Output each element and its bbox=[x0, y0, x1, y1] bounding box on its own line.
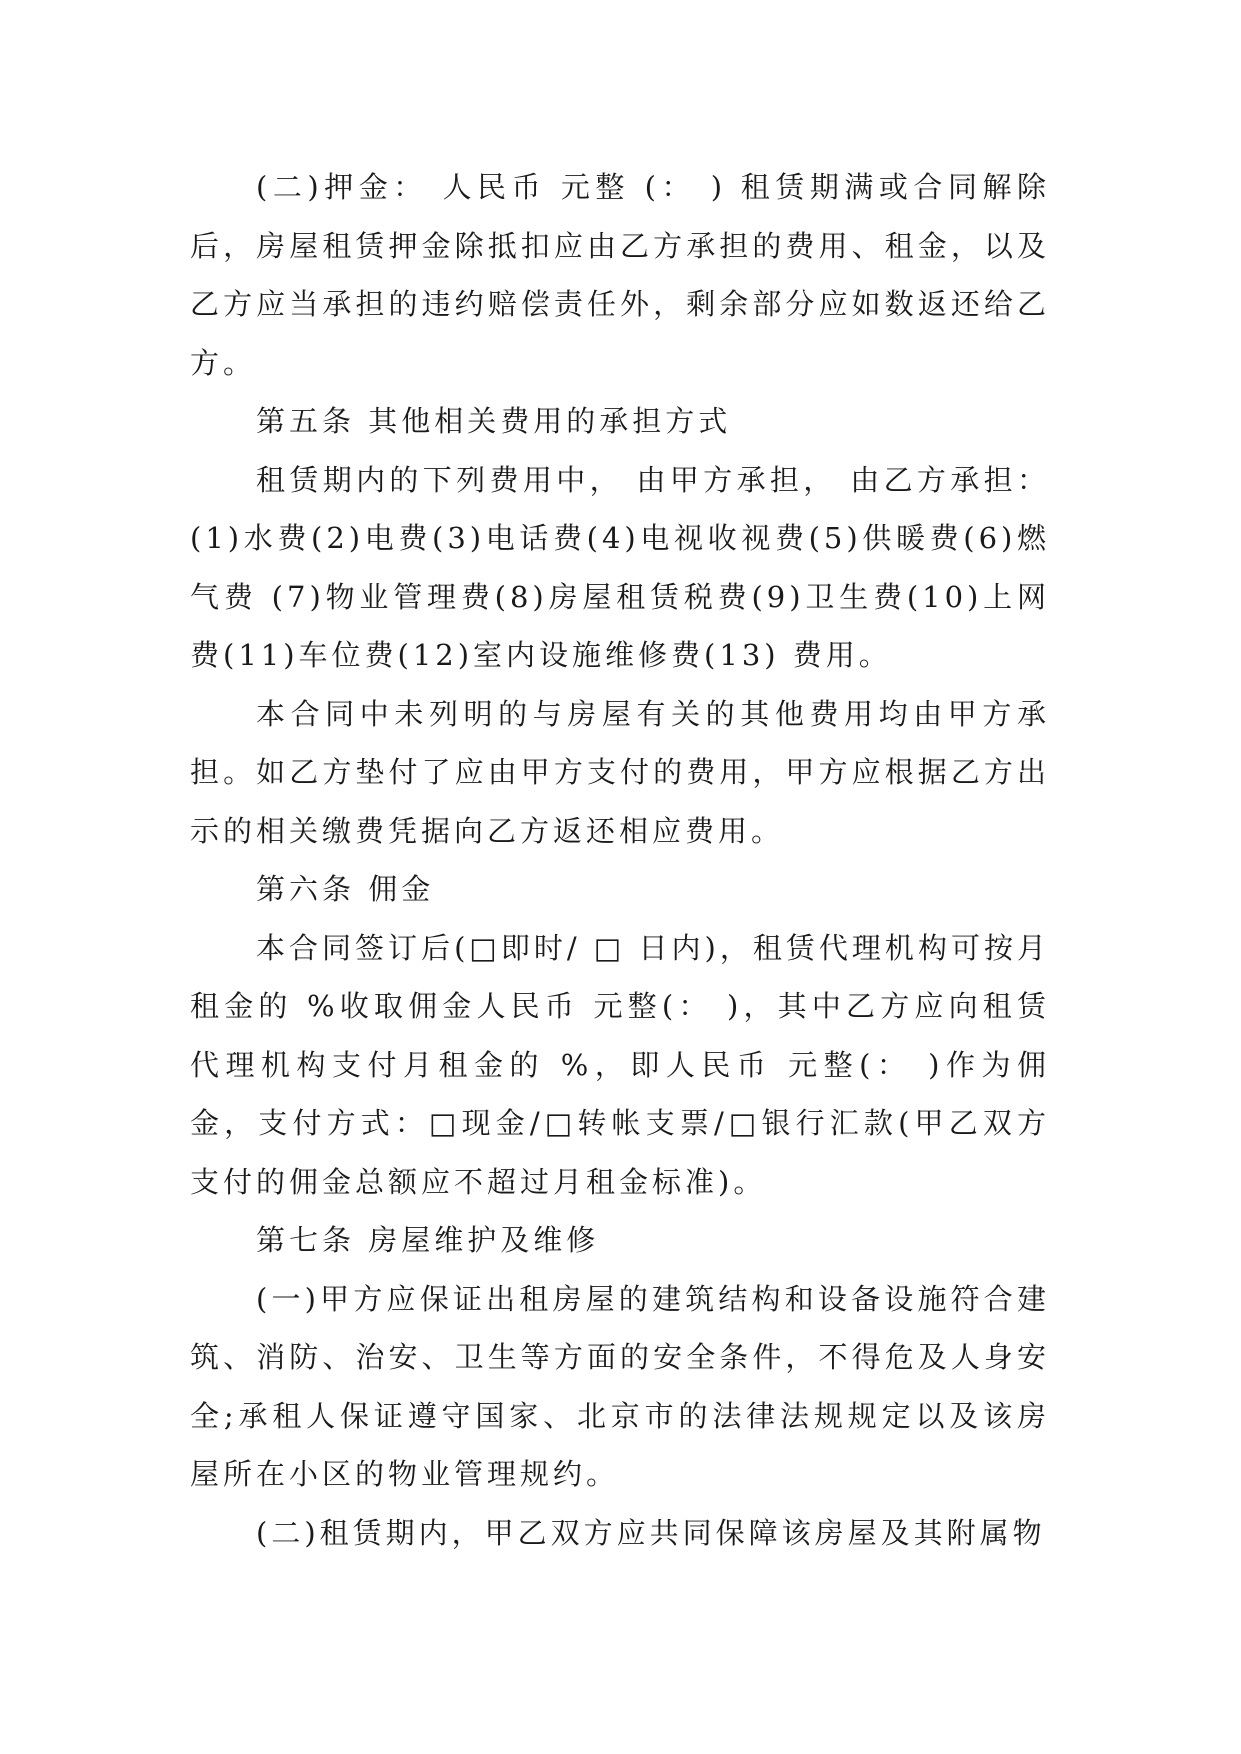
paragraph-other-fees: 本合同中未列明的与房屋有关的其他费用均由甲方承担。如乙方垫付了应由甲方支付的费用，甲方应根据乙方出示的相关缴费凭据向乙方返还相应费用。 bbox=[190, 696, 1050, 848]
paragraph-deposit: (二)押金： 人民币 元整 (： ) 租赁期满或合同解除后，房屋租赁押金除抵扣应由乙方承担的费用、租金，以及乙方应当承担的违约赔偿责任外，剩余部分应如数返还给乙方。 bbox=[190, 170, 1050, 380]
paragraph-fees-list: 租赁期内的下列费用中， 由甲方承担， 由乙方承担：(1)水费(2)电费(3)电话费(4)电视收视费(5)供暖费(6)燃气费 (7)物业管理费(8)房屋租赁税费(9)卫生费(10)上网费(11)车位费(12)室内设施维修费(13) 费用。 bbox=[190, 462, 1051, 672]
paragraph-maintenance-1: (一)甲方应保证出租房屋的建筑结构和设备设施符合建筑、消防、治安、卫生等方面的安全条件，不得危及人身安全;承租人保证遵守国家、北京市的法律法规规定以及该房屋所在小区的物业管理规约。 bbox=[190, 1281, 1050, 1491]
heading-article-7: 第七条 房屋维护及维修 bbox=[256, 1223, 600, 1257]
heading-article-6: 第六条 佣金 bbox=[256, 872, 435, 906]
paragraph-maintenance-2: (二)租赁期内，甲乙双方应共同保障该房屋及其附属物 bbox=[256, 1515, 1046, 1550]
document-body bbox=[190, 158, 1050, 1562]
paragraph-commission: 本合同签订后(□即时/ □ 日内)，租赁代理机构可按月租金的 %收取佣金人民币 元整(： )，其中乙方应向租赁代理机构支付月租金的 %，即人民币 元整(： )作为佣金，支付方式：□现金/□转帐支票/□银行汇款(甲乙双方支付的佣金总额应不超过月租金标准)。 bbox=[190, 930, 1050, 1199]
heading-article-5: 第五条 其他相关费用的承担方式 bbox=[256, 404, 732, 438]
